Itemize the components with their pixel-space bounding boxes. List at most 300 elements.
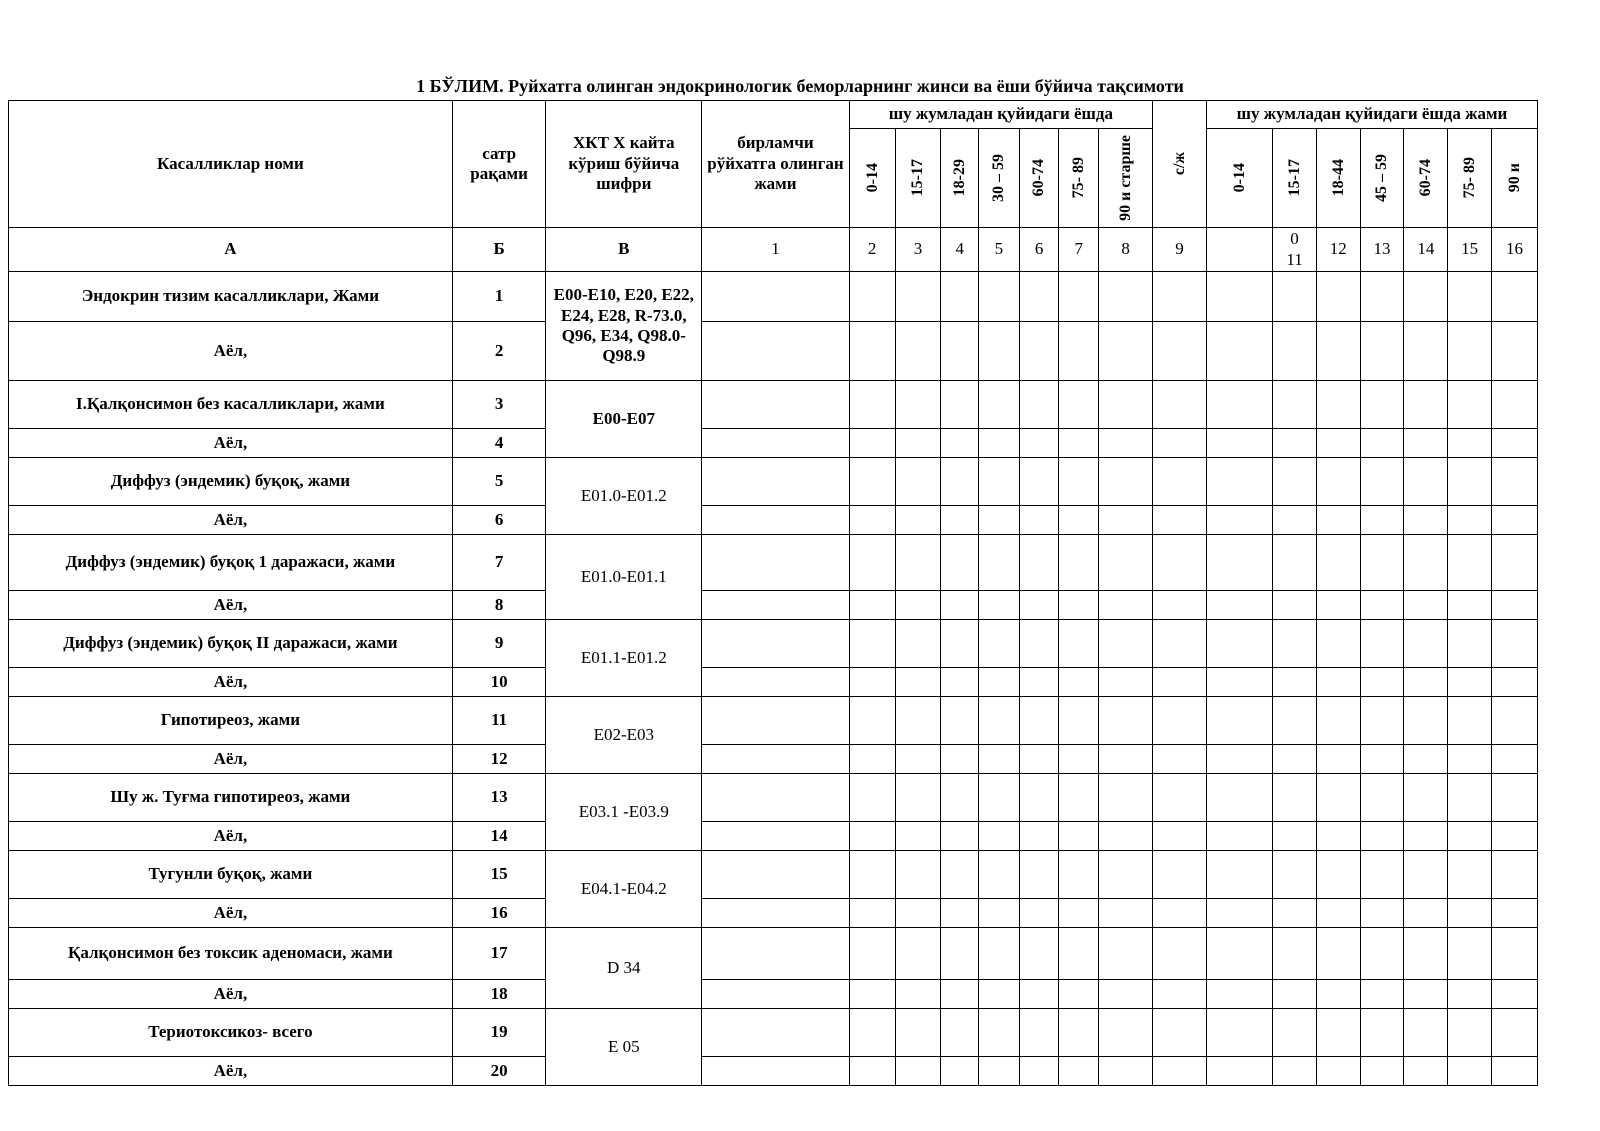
data-entry-cell[interactable] — [849, 822, 895, 851]
data-entry-cell[interactable] — [1019, 535, 1059, 591]
data-entry-cell[interactable] — [702, 697, 850, 745]
data-entry-cell[interactable] — [1206, 429, 1272, 458]
data-entry-cell[interactable] — [1273, 851, 1317, 899]
data-entry-cell[interactable] — [1316, 458, 1360, 506]
data-entry-cell[interactable] — [1491, 980, 1537, 1009]
data-entry-cell[interactable] — [1360, 822, 1404, 851]
data-entry-cell[interactable] — [1448, 506, 1492, 535]
data-entry-cell[interactable] — [849, 668, 895, 697]
data-entry-cell[interactable] — [895, 668, 941, 697]
data-entry-cell[interactable] — [1273, 745, 1317, 774]
data-entry-cell[interactable] — [1448, 980, 1492, 1009]
data-entry-cell[interactable] — [1153, 822, 1207, 851]
data-entry-cell[interactable] — [895, 322, 941, 381]
data-entry-cell[interactable] — [1059, 591, 1099, 620]
data-entry-cell[interactable] — [1491, 535, 1537, 591]
data-entry-cell[interactable] — [1273, 1057, 1317, 1086]
data-entry-cell[interactable] — [1153, 506, 1207, 535]
data-entry-cell[interactable] — [1099, 1057, 1153, 1086]
data-entry-cell[interactable] — [1019, 745, 1059, 774]
data-entry-cell[interactable] — [1019, 429, 1059, 458]
data-entry-cell[interactable] — [1448, 591, 1492, 620]
data-entry-cell[interactable] — [849, 899, 895, 928]
data-entry-cell[interactable] — [1206, 697, 1272, 745]
data-entry-cell[interactable] — [1448, 381, 1492, 429]
data-entry-cell[interactable] — [941, 668, 979, 697]
data-entry-cell[interactable] — [1206, 322, 1272, 381]
data-entry-cell[interactable] — [1206, 899, 1272, 928]
data-entry-cell[interactable] — [1491, 668, 1537, 697]
data-entry-cell[interactable] — [979, 620, 1020, 668]
data-entry-cell[interactable] — [1099, 272, 1153, 322]
data-entry-cell[interactable] — [849, 458, 895, 506]
data-entry-cell[interactable] — [1059, 980, 1099, 1009]
data-entry-cell[interactable] — [702, 851, 850, 899]
data-entry-cell[interactable] — [1059, 697, 1099, 745]
data-entry-cell[interactable] — [849, 429, 895, 458]
data-entry-cell[interactable] — [1448, 928, 1492, 980]
data-entry-cell[interactable] — [1491, 899, 1537, 928]
data-entry-cell[interactable] — [1099, 745, 1153, 774]
data-entry-cell[interactable] — [979, 1057, 1020, 1086]
data-entry-cell[interactable] — [1404, 458, 1448, 506]
data-entry-cell[interactable] — [1491, 429, 1537, 458]
data-entry-cell[interactable] — [1404, 822, 1448, 851]
data-entry-cell[interactable] — [1099, 980, 1153, 1009]
data-entry-cell[interactable] — [1273, 272, 1317, 322]
data-entry-cell[interactable] — [895, 458, 941, 506]
data-entry-cell[interactable] — [979, 272, 1020, 322]
data-entry-cell[interactable] — [1448, 899, 1492, 928]
data-entry-cell[interactable] — [1059, 774, 1099, 822]
data-entry-cell[interactable] — [1491, 851, 1537, 899]
data-entry-cell[interactable] — [1099, 1009, 1153, 1057]
data-entry-cell[interactable] — [1404, 774, 1448, 822]
data-entry-cell[interactable] — [1059, 745, 1099, 774]
data-entry-cell[interactable] — [1404, 620, 1448, 668]
data-entry-cell[interactable] — [1273, 822, 1317, 851]
data-entry-cell[interactable] — [1448, 668, 1492, 697]
data-entry-cell[interactable] — [702, 620, 850, 668]
data-entry-cell[interactable] — [702, 272, 850, 322]
data-entry-cell[interactable] — [1019, 774, 1059, 822]
data-entry-cell[interactable] — [1059, 1009, 1099, 1057]
data-entry-cell[interactable] — [1448, 272, 1492, 322]
data-entry-cell[interactable] — [1206, 822, 1272, 851]
data-entry-cell[interactable] — [979, 591, 1020, 620]
data-entry-cell[interactable] — [1491, 272, 1537, 322]
data-entry-cell[interactable] — [1153, 381, 1207, 429]
data-entry-cell[interactable] — [1153, 591, 1207, 620]
data-entry-cell[interactable] — [1448, 697, 1492, 745]
data-entry-cell[interactable] — [1206, 928, 1272, 980]
data-entry-cell[interactable] — [979, 851, 1020, 899]
data-entry-cell[interactable] — [1404, 851, 1448, 899]
data-entry-cell[interactable] — [1099, 506, 1153, 535]
data-entry-cell[interactable] — [1404, 506, 1448, 535]
data-entry-cell[interactable] — [1019, 822, 1059, 851]
data-entry-cell[interactable] — [1360, 535, 1404, 591]
data-entry-cell[interactable] — [1491, 322, 1537, 381]
data-entry-cell[interactable] — [1273, 899, 1317, 928]
data-entry-cell[interactable] — [1273, 381, 1317, 429]
data-entry-cell[interactable] — [1404, 697, 1448, 745]
data-entry-cell[interactable] — [1404, 668, 1448, 697]
data-entry-cell[interactable] — [849, 381, 895, 429]
data-entry-cell[interactable] — [1273, 322, 1317, 381]
data-entry-cell[interactable] — [1316, 591, 1360, 620]
data-entry-cell[interactable] — [849, 980, 895, 1009]
data-entry-cell[interactable] — [1059, 668, 1099, 697]
data-entry-cell[interactable] — [702, 429, 850, 458]
data-entry-cell[interactable] — [1404, 899, 1448, 928]
data-entry-cell[interactable] — [895, 591, 941, 620]
data-entry-cell[interactable] — [1448, 1057, 1492, 1086]
data-entry-cell[interactable] — [1316, 899, 1360, 928]
data-entry-cell[interactable] — [1153, 745, 1207, 774]
data-entry-cell[interactable] — [1206, 458, 1272, 506]
data-entry-cell[interactable] — [702, 322, 850, 381]
data-entry-cell[interactable] — [1206, 506, 1272, 535]
data-entry-cell[interactable] — [702, 668, 850, 697]
data-entry-cell[interactable] — [1316, 1009, 1360, 1057]
data-entry-cell[interactable] — [1019, 697, 1059, 745]
data-entry-cell[interactable] — [1153, 980, 1207, 1009]
data-entry-cell[interactable] — [1099, 458, 1153, 506]
data-entry-cell[interactable] — [895, 745, 941, 774]
data-entry-cell[interactable] — [895, 506, 941, 535]
data-entry-cell[interactable] — [1360, 928, 1404, 980]
data-entry-cell[interactable] — [849, 697, 895, 745]
data-entry-cell[interactable] — [1360, 458, 1404, 506]
data-entry-cell[interactable] — [1153, 668, 1207, 697]
data-entry-cell[interactable] — [941, 381, 979, 429]
data-entry-cell[interactable] — [1360, 697, 1404, 745]
data-entry-cell[interactable] — [1316, 745, 1360, 774]
data-entry-cell[interactable] — [849, 535, 895, 591]
data-entry-cell[interactable] — [1273, 774, 1317, 822]
data-entry-cell[interactable] — [1099, 822, 1153, 851]
data-entry-cell[interactable] — [1019, 620, 1059, 668]
data-entry-cell[interactable] — [941, 620, 979, 668]
data-entry-cell[interactable] — [1404, 980, 1448, 1009]
data-entry-cell[interactable] — [895, 620, 941, 668]
data-entry-cell[interactable] — [1059, 620, 1099, 668]
data-entry-cell[interactable] — [979, 535, 1020, 591]
data-entry-cell[interactable] — [1360, 1057, 1404, 1086]
data-entry-cell[interactable] — [941, 697, 979, 745]
data-entry-cell[interactable] — [1491, 774, 1537, 822]
data-entry-cell[interactable] — [1360, 429, 1404, 458]
data-entry-cell[interactable] — [895, 899, 941, 928]
data-entry-cell[interactable] — [1316, 1057, 1360, 1086]
data-entry-cell[interactable] — [895, 381, 941, 429]
data-entry-cell[interactable] — [702, 1009, 850, 1057]
data-entry-cell[interactable] — [1099, 851, 1153, 899]
data-entry-cell[interactable] — [895, 697, 941, 745]
data-entry-cell[interactable] — [1273, 1009, 1317, 1057]
data-entry-cell[interactable] — [1273, 429, 1317, 458]
data-entry-cell[interactable] — [1404, 928, 1448, 980]
data-entry-cell[interactable] — [1099, 697, 1153, 745]
data-entry-cell[interactable] — [979, 668, 1020, 697]
data-entry-cell[interactable] — [941, 429, 979, 458]
data-entry-cell[interactable] — [1059, 1057, 1099, 1086]
data-entry-cell[interactable] — [849, 272, 895, 322]
data-entry-cell[interactable] — [702, 745, 850, 774]
data-entry-cell[interactable] — [1360, 774, 1404, 822]
data-entry-cell[interactable] — [1316, 506, 1360, 535]
data-entry-cell[interactable] — [1448, 774, 1492, 822]
data-entry-cell[interactable] — [1153, 1057, 1207, 1086]
data-entry-cell[interactable] — [1019, 1057, 1059, 1086]
data-entry-cell[interactable] — [979, 980, 1020, 1009]
data-entry-cell[interactable] — [1273, 506, 1317, 535]
data-entry-cell[interactable] — [1059, 506, 1099, 535]
data-entry-cell[interactable] — [1059, 822, 1099, 851]
data-entry-cell[interactable] — [1316, 381, 1360, 429]
data-entry-cell[interactable] — [1316, 822, 1360, 851]
data-entry-cell[interactable] — [1099, 429, 1153, 458]
data-entry-cell[interactable] — [941, 1009, 979, 1057]
data-entry-cell[interactable] — [849, 322, 895, 381]
data-entry-cell[interactable] — [1491, 620, 1537, 668]
data-entry-cell[interactable] — [1153, 697, 1207, 745]
data-entry-cell[interactable] — [1491, 697, 1537, 745]
data-entry-cell[interactable] — [1360, 668, 1404, 697]
data-entry-cell[interactable] — [1316, 980, 1360, 1009]
data-entry-cell[interactable] — [1273, 591, 1317, 620]
data-entry-cell[interactable] — [1153, 458, 1207, 506]
data-entry-cell[interactable] — [1404, 429, 1448, 458]
data-entry-cell[interactable] — [1059, 381, 1099, 429]
data-entry-cell[interactable] — [1360, 620, 1404, 668]
data-entry-cell[interactable] — [1316, 620, 1360, 668]
data-entry-cell[interactable] — [1404, 1009, 1448, 1057]
data-entry-cell[interactable] — [1404, 591, 1448, 620]
data-entry-cell[interactable] — [849, 774, 895, 822]
data-entry-cell[interactable] — [1316, 774, 1360, 822]
data-entry-cell[interactable] — [1099, 591, 1153, 620]
data-entry-cell[interactable] — [1019, 272, 1059, 322]
data-entry-cell[interactable] — [1206, 980, 1272, 1009]
data-entry-cell[interactable] — [1448, 745, 1492, 774]
data-entry-cell[interactable] — [1491, 506, 1537, 535]
data-entry-cell[interactable] — [1099, 322, 1153, 381]
data-entry-cell[interactable] — [1360, 591, 1404, 620]
data-entry-cell[interactable] — [895, 272, 941, 322]
data-entry-cell[interactable] — [941, 322, 979, 381]
data-entry-cell[interactable] — [1360, 381, 1404, 429]
data-entry-cell[interactable] — [1404, 1057, 1448, 1086]
data-entry-cell[interactable] — [941, 535, 979, 591]
data-entry-cell[interactable] — [1019, 928, 1059, 980]
data-entry-cell[interactable] — [1316, 535, 1360, 591]
data-entry-cell[interactable] — [849, 1009, 895, 1057]
data-entry-cell[interactable] — [702, 822, 850, 851]
data-entry-cell[interactable] — [979, 928, 1020, 980]
data-entry-cell[interactable] — [941, 928, 979, 980]
data-entry-cell[interactable] — [1153, 429, 1207, 458]
data-entry-cell[interactable] — [979, 774, 1020, 822]
data-entry-cell[interactable] — [1448, 851, 1492, 899]
data-entry-cell[interactable] — [895, 928, 941, 980]
data-entry-cell[interactable] — [1153, 535, 1207, 591]
data-entry-cell[interactable] — [1360, 272, 1404, 322]
data-entry-cell[interactable] — [1059, 899, 1099, 928]
data-entry-cell[interactable] — [702, 535, 850, 591]
data-entry-cell[interactable] — [1153, 899, 1207, 928]
data-entry-cell[interactable] — [849, 620, 895, 668]
data-entry-cell[interactable] — [1273, 620, 1317, 668]
data-entry-cell[interactable] — [979, 1009, 1020, 1057]
data-entry-cell[interactable] — [941, 851, 979, 899]
data-entry-cell[interactable] — [1404, 272, 1448, 322]
data-entry-cell[interactable] — [1099, 899, 1153, 928]
data-entry-cell[interactable] — [1491, 928, 1537, 980]
data-entry-cell[interactable] — [1059, 429, 1099, 458]
data-entry-cell[interactable] — [1059, 458, 1099, 506]
data-entry-cell[interactable] — [1019, 381, 1059, 429]
data-entry-cell[interactable] — [1491, 591, 1537, 620]
data-entry-cell[interactable] — [1206, 745, 1272, 774]
data-entry-cell[interactable] — [941, 591, 979, 620]
data-entry-cell[interactable] — [1206, 1009, 1272, 1057]
data-entry-cell[interactable] — [1404, 535, 1448, 591]
data-entry-cell[interactable] — [1206, 668, 1272, 697]
data-entry-cell[interactable] — [1404, 745, 1448, 774]
data-entry-cell[interactable] — [1206, 535, 1272, 591]
data-entry-cell[interactable] — [1491, 1057, 1537, 1086]
data-entry-cell[interactable] — [1059, 272, 1099, 322]
data-entry-cell[interactable] — [1019, 458, 1059, 506]
data-entry-cell[interactable] — [702, 506, 850, 535]
data-entry-cell[interactable] — [895, 774, 941, 822]
data-entry-cell[interactable] — [1448, 535, 1492, 591]
data-entry-cell[interactable] — [1059, 535, 1099, 591]
data-entry-cell[interactable] — [1448, 458, 1492, 506]
data-entry-cell[interactable] — [1360, 851, 1404, 899]
data-entry-cell[interactable] — [941, 745, 979, 774]
data-entry-cell[interactable] — [702, 591, 850, 620]
data-entry-cell[interactable] — [1448, 822, 1492, 851]
data-entry-cell[interactable] — [941, 774, 979, 822]
data-entry-cell[interactable] — [1206, 272, 1272, 322]
data-entry-cell[interactable] — [1273, 697, 1317, 745]
data-entry-cell[interactable] — [1206, 1057, 1272, 1086]
data-entry-cell[interactable] — [895, 822, 941, 851]
data-entry-cell[interactable] — [1448, 1009, 1492, 1057]
data-entry-cell[interactable] — [702, 899, 850, 928]
data-entry-cell[interactable] — [941, 458, 979, 506]
data-entry-cell[interactable] — [1316, 429, 1360, 458]
data-entry-cell[interactable] — [1316, 928, 1360, 980]
data-entry-cell[interactable] — [849, 506, 895, 535]
data-entry-cell[interactable] — [849, 851, 895, 899]
data-entry-cell[interactable] — [702, 928, 850, 980]
data-entry-cell[interactable] — [1153, 928, 1207, 980]
data-entry-cell[interactable] — [702, 1057, 850, 1086]
data-entry-cell[interactable] — [941, 822, 979, 851]
data-entry-cell[interactable] — [1099, 381, 1153, 429]
data-entry-cell[interactable] — [979, 381, 1020, 429]
data-entry-cell[interactable] — [941, 899, 979, 928]
data-entry-cell[interactable] — [1059, 322, 1099, 381]
data-entry-cell[interactable] — [1273, 668, 1317, 697]
data-entry-cell[interactable] — [1099, 774, 1153, 822]
data-entry-cell[interactable] — [979, 745, 1020, 774]
data-entry-cell[interactable] — [1360, 322, 1404, 381]
data-entry-cell[interactable] — [1404, 381, 1448, 429]
data-entry-cell[interactable] — [1019, 851, 1059, 899]
data-entry-cell[interactable] — [1019, 591, 1059, 620]
data-entry-cell[interactable] — [1019, 322, 1059, 381]
data-entry-cell[interactable] — [702, 381, 850, 429]
data-entry-cell[interactable] — [1019, 980, 1059, 1009]
data-entry-cell[interactable] — [941, 980, 979, 1009]
data-entry-cell[interactable] — [941, 506, 979, 535]
data-entry-cell[interactable] — [1448, 429, 1492, 458]
data-entry-cell[interactable] — [702, 774, 850, 822]
data-entry-cell[interactable] — [1153, 272, 1207, 322]
data-entry-cell[interactable] — [1019, 899, 1059, 928]
data-entry-cell[interactable] — [979, 458, 1020, 506]
data-entry-cell[interactable] — [1491, 822, 1537, 851]
data-entry-cell[interactable] — [895, 851, 941, 899]
data-entry-cell[interactable] — [1153, 774, 1207, 822]
data-entry-cell[interactable] — [1099, 620, 1153, 668]
data-entry-cell[interactable] — [979, 822, 1020, 851]
data-entry-cell[interactable] — [979, 429, 1020, 458]
data-entry-cell[interactable] — [1360, 899, 1404, 928]
data-entry-cell[interactable] — [1099, 535, 1153, 591]
data-entry-cell[interactable] — [1360, 980, 1404, 1009]
data-entry-cell[interactable] — [1206, 591, 1272, 620]
data-entry-cell[interactable] — [979, 506, 1020, 535]
data-entry-cell[interactable] — [895, 429, 941, 458]
data-entry-cell[interactable] — [1153, 851, 1207, 899]
data-entry-cell[interactable] — [1491, 381, 1537, 429]
data-entry-cell[interactable] — [1316, 697, 1360, 745]
data-entry-cell[interactable] — [849, 591, 895, 620]
data-entry-cell[interactable] — [702, 458, 850, 506]
data-entry-cell[interactable] — [702, 980, 850, 1009]
data-entry-cell[interactable] — [1448, 620, 1492, 668]
data-entry-cell[interactable] — [1099, 668, 1153, 697]
data-entry-cell[interactable] — [1019, 1009, 1059, 1057]
data-entry-cell[interactable] — [849, 745, 895, 774]
data-entry-cell[interactable] — [895, 535, 941, 591]
data-entry-cell[interactable] — [1404, 322, 1448, 381]
data-entry-cell[interactable] — [1206, 620, 1272, 668]
data-entry-cell[interactable] — [1273, 928, 1317, 980]
data-entry-cell[interactable] — [1273, 980, 1317, 1009]
data-entry-cell[interactable] — [1273, 535, 1317, 591]
data-entry-cell[interactable] — [1273, 458, 1317, 506]
data-entry-cell[interactable] — [979, 322, 1020, 381]
data-entry-cell[interactable] — [1491, 745, 1537, 774]
data-entry-cell[interactable] — [1206, 774, 1272, 822]
data-entry-cell[interactable] — [1059, 851, 1099, 899]
data-entry-cell[interactable] — [1448, 322, 1492, 381]
data-entry-cell[interactable] — [1316, 272, 1360, 322]
data-entry-cell[interactable] — [1360, 745, 1404, 774]
data-entry-cell[interactable] — [941, 272, 979, 322]
data-entry-cell[interactable] — [895, 1057, 941, 1086]
data-entry-cell[interactable] — [941, 1057, 979, 1086]
data-entry-cell[interactable] — [1360, 1009, 1404, 1057]
data-entry-cell[interactable] — [1206, 381, 1272, 429]
